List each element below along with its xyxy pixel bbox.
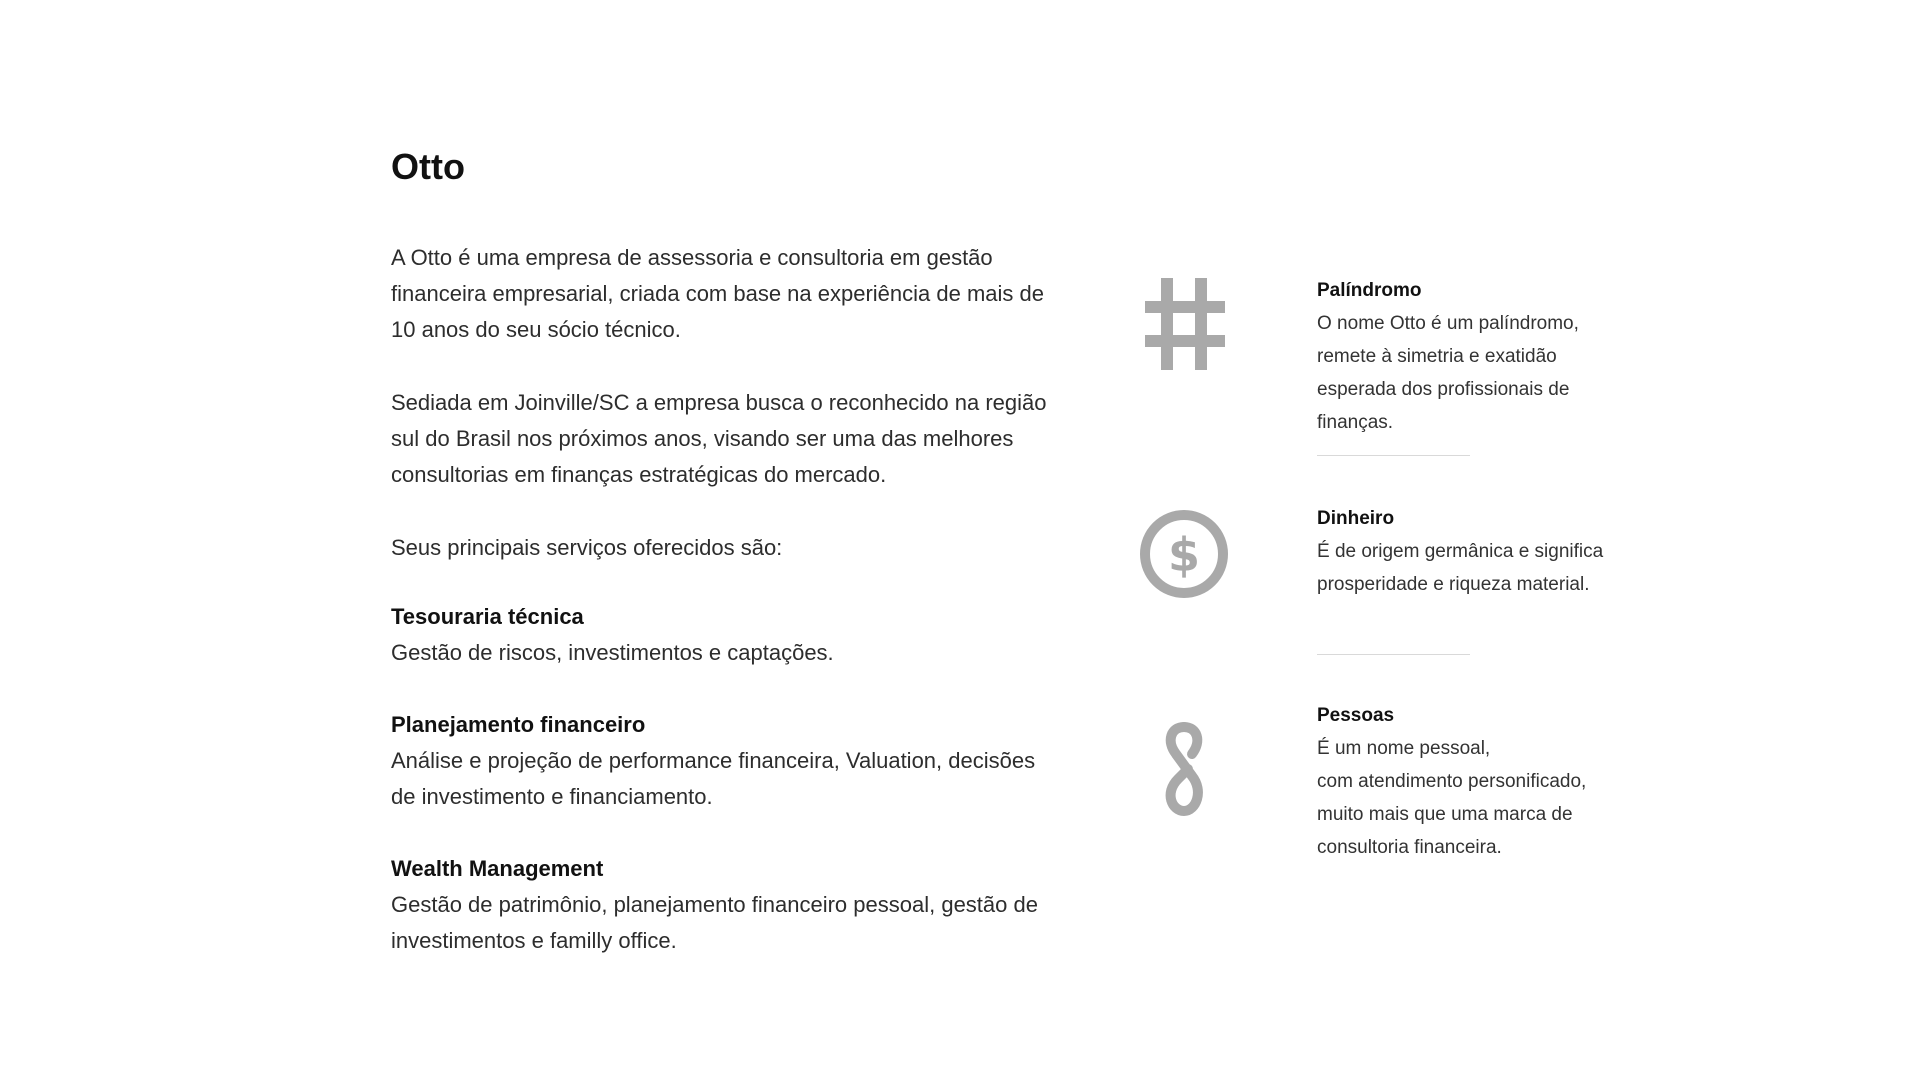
- intro-paragraph: A Otto é uma empresa de assessoria e consultoria em gestão financeira empresarial, criada com base na experiência de mais de 10 anos do seu sócio técnico.: [391, 245, 1045, 342]
- service-item: [391, 599, 1051, 671]
- feature-title: Palíndromo: [1317, 280, 1422, 301]
- location-paragraph: Sediada em Joinville/SC a empresa busca o reconhecido na região sul do Brasil nos próximos anos, visando ser uma das melhores consultorias em finanças estratégicas do mercado.: [391, 390, 1047, 487]
- feature-text: O nome Otto é um palíndromo, remete à simetria e exatidão esperada dos profissionais de finanças.: [1317, 313, 1579, 433]
- company-description: [391, 240, 1051, 995]
- service-description: Gestão de riscos, investimentos e captações.: [391, 640, 834, 665]
- feature-title: Dinheiro: [1317, 508, 1395, 529]
- service-description: Gestão de patrimônio, planejamento financeiro pessoal, gestão de investimentos e familly office.: [391, 892, 1038, 953]
- feature-palindromo: [1317, 274, 1637, 439]
- dollar-coin-icon: [1134, 504, 1234, 604]
- feature-text: É de origem germânica e significa prosperidade e riqueza material.: [1317, 541, 1604, 595]
- svg-text:$: $: [1167, 528, 1201, 582]
- feature-pessoas: [1317, 699, 1637, 864]
- service-name: Wealth Management: [391, 856, 604, 881]
- services-intro: Seus principais serviços oferecidos são:: [391, 535, 783, 560]
- divider: [1317, 455, 1470, 456]
- service-name: Tesouraria técnica: [391, 604, 584, 629]
- person-figure-icon: [1134, 721, 1234, 821]
- hash-icon: [1135, 273, 1235, 373]
- page-title: Otto: [391, 146, 465, 187]
- divider: [1317, 654, 1470, 655]
- feature-title: Pessoas: [1317, 705, 1395, 726]
- service-item: [391, 707, 1051, 815]
- feature-dinheiro: [1317, 502, 1637, 601]
- feature-text: É um nome pessoal, com atendimento personificado, muito mais que uma marca de consultoria financeira.: [1317, 738, 1587, 858]
- service-item: [391, 851, 1051, 959]
- service-description: Análise e projeção de performance financeira, Valuation, decisões de investimento e financiamento.: [391, 748, 1036, 809]
- service-name: Planejamento financeiro: [391, 712, 646, 737]
